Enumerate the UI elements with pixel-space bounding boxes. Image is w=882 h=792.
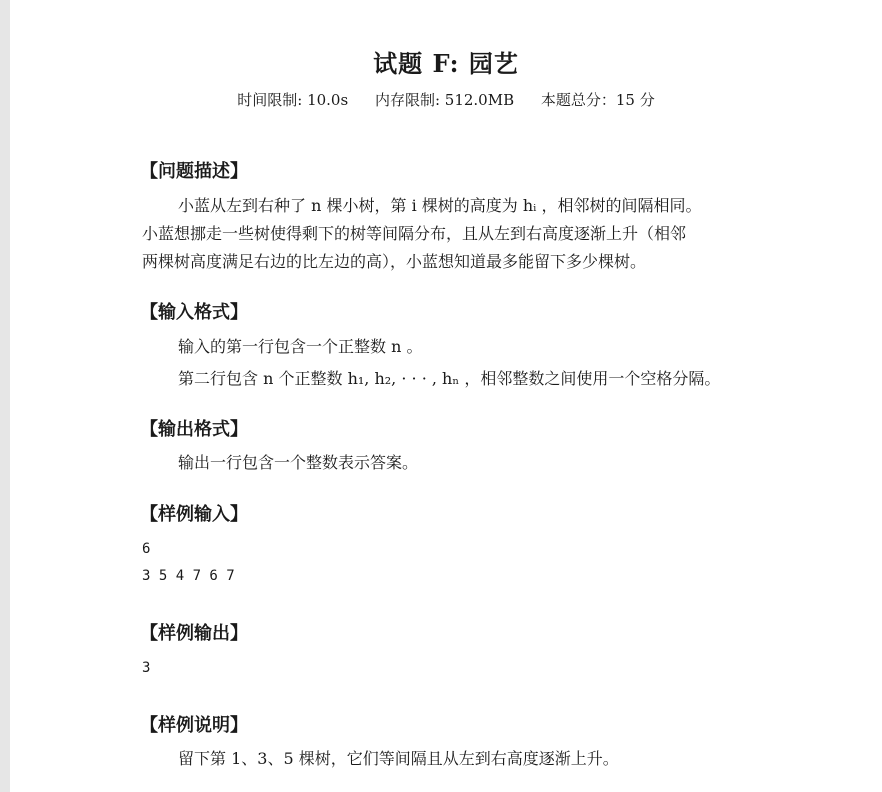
- description-line-1: 小蓝从左到右种了 n 棵小树，第 i 棵树的高度为 hᵢ ，相邻树的间隔相同。: [178, 196, 702, 215]
- section-heading-output-format: 【输出格式】: [140, 419, 248, 440]
- problem-title: 试题 F: 园艺: [373, 49, 519, 78]
- sample-input-line-2: 3 5 4 7 6 7: [142, 568, 235, 584]
- sample-explanation-line-1: 留下第 1、3、5 棵树，它们等间隔且从左到右高度逐渐上升。: [178, 749, 619, 768]
- time-limit: 时间限制: 10.0s: [237, 91, 349, 109]
- memory-limit: 内存限制: 512.0MB: [374, 91, 515, 109]
- input-format-line-1: 输入的第一行包含一个正整数 n 。: [178, 337, 423, 356]
- input-format-line-2: 第二行包含 n 个正整数 h₁, h₂, · · · , hₙ ，相邻整数之间使用一个空格分隔。: [178, 369, 721, 388]
- section-heading-sample-explanation: 【样例说明】: [140, 715, 248, 736]
- problem-meta: [10, 89, 882, 110]
- document-page: [10, 0, 882, 792]
- total-score: 本题总分：15 分: [540, 91, 655, 109]
- sample-output-line-1: 3: [142, 660, 151, 676]
- sample-input-line-1: 6: [142, 541, 151, 557]
- output-format-line-1: 输出一行包含一个整数表示答案。: [178, 453, 419, 472]
- section-heading-input-format: 【输入格式】: [140, 302, 248, 323]
- description-line-2: 小蓝想挪走一些树使得剩下的树等间隔分布，且从左到右高度逐渐上升（相邻: [142, 224, 687, 243]
- section-heading-sample-input: 【样例输入】: [140, 504, 248, 525]
- section-heading-sample-output: 【样例输出】: [140, 623, 248, 644]
- section-heading-description: 【问题描述】: [140, 161, 248, 182]
- description-line-3: 两棵树高度满足右边的比左边的高），小蓝想知道最多能留下多少棵树。: [142, 252, 647, 271]
